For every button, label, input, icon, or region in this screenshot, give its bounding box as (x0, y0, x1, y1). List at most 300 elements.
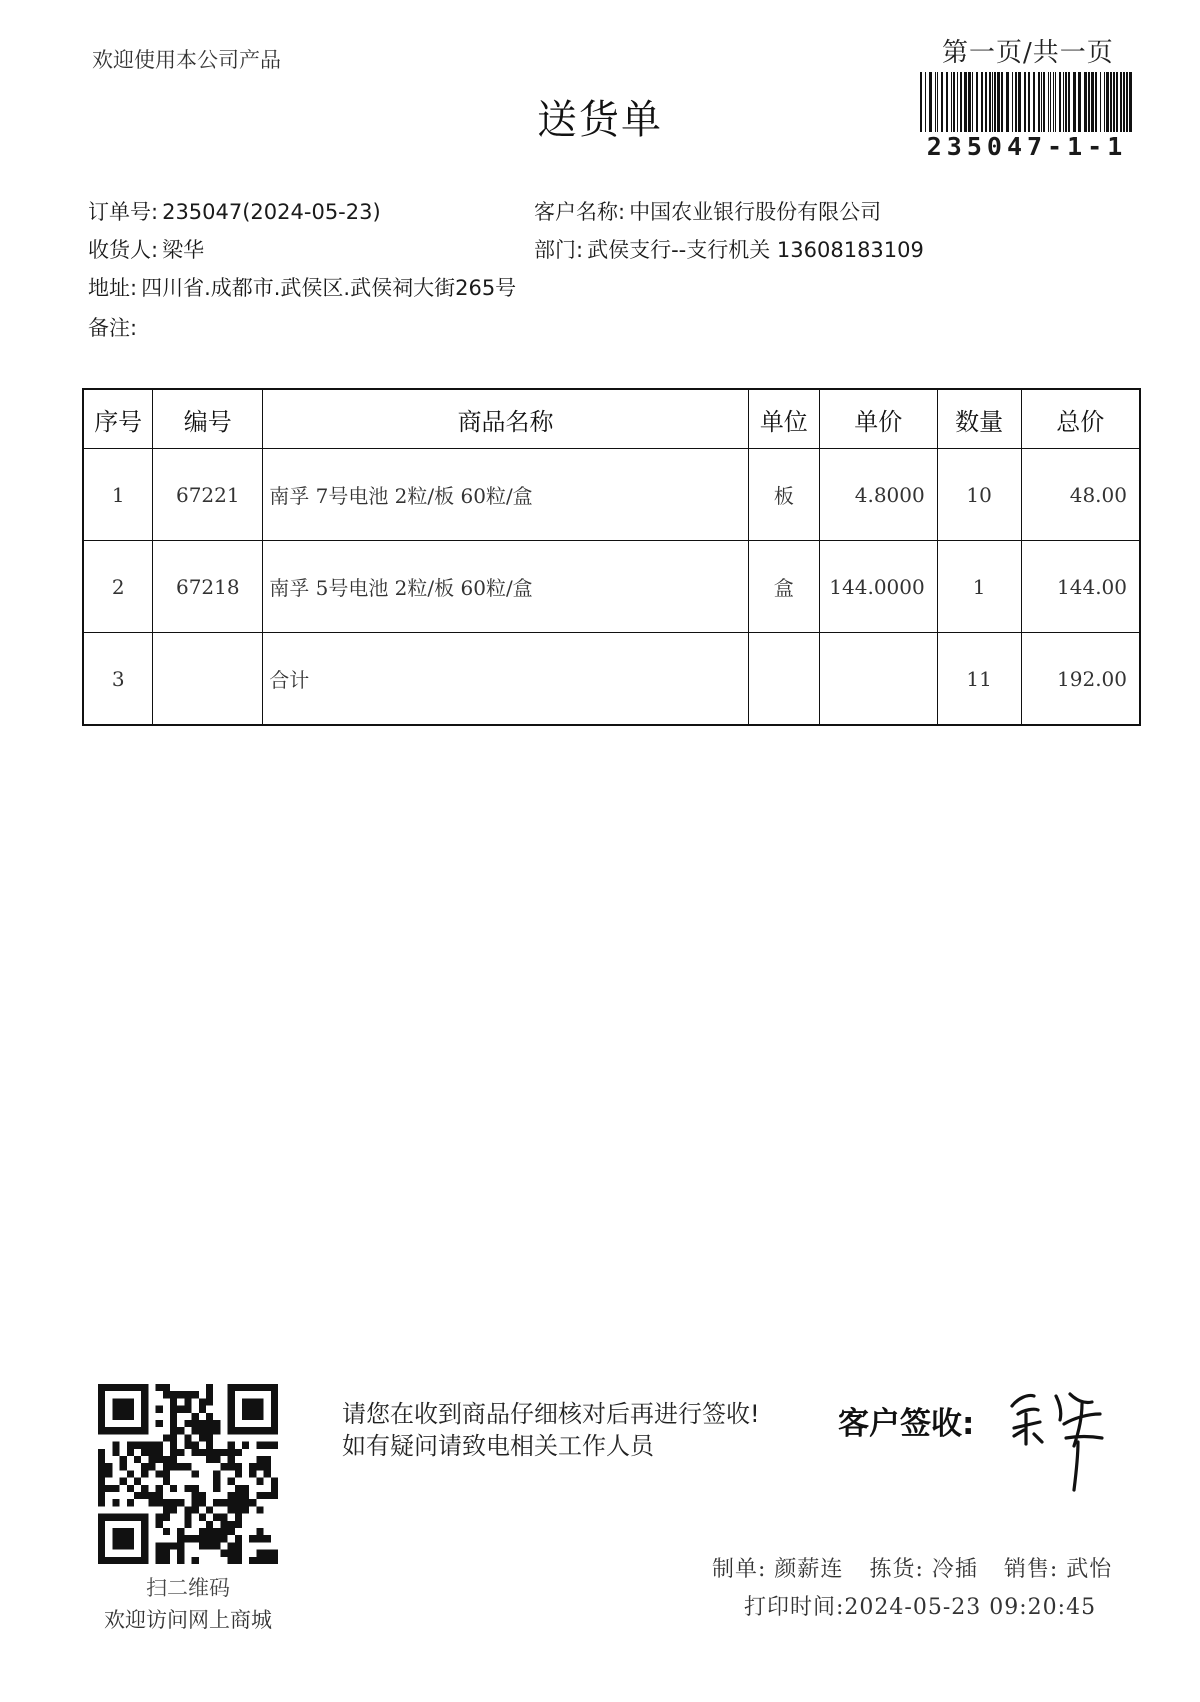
barcode-bar (1041, 72, 1042, 132)
qr-module (127, 1427, 134, 1434)
qr-module (156, 1550, 163, 1557)
qr-module (156, 1456, 163, 1463)
qr-module (192, 1420, 199, 1427)
qr-module (220, 1535, 227, 1542)
qr-module (213, 1499, 220, 1506)
qr-module (163, 1550, 170, 1557)
customer-sign-label: 客户签收: (838, 1406, 975, 1442)
qr-module (228, 1398, 235, 1405)
qr-module (228, 1521, 235, 1528)
qr-module (184, 1535, 191, 1542)
cell-unit: 盒 (748, 541, 819, 633)
qr-module (156, 1470, 163, 1477)
qr-module (134, 1456, 141, 1463)
qr-module (120, 1514, 127, 1521)
qr-module (206, 1420, 213, 1427)
qr-module (112, 1557, 119, 1564)
qr-module (199, 1499, 206, 1506)
receipt-notice: 请您在收到商品仔细核对后再进行签收!如有疑问请致电相关工作人员 (342, 1400, 760, 1460)
qr-module (256, 1550, 263, 1557)
barcode-bar (1110, 72, 1112, 132)
qr-module (120, 1427, 127, 1434)
qr-module (249, 1427, 256, 1434)
department-label: 部门: (534, 238, 584, 262)
qr-module (271, 1492, 278, 1499)
qr-module (170, 1542, 177, 1549)
barcode-bar (1078, 72, 1081, 132)
qr-module (235, 1384, 242, 1391)
qr-module (141, 1557, 148, 1564)
qr-module (192, 1499, 199, 1506)
customer-line (534, 196, 881, 226)
address-value: 四川省.成都市.武侯区.武侯祠大街265号 (141, 276, 517, 300)
qr-module (206, 1506, 213, 1513)
qr-module (148, 1463, 155, 1470)
barcode-bar (1028, 72, 1030, 132)
cell-price: 144.0000 (819, 541, 937, 633)
qr-module (264, 1535, 271, 1542)
cell-total: 144.00 (1021, 541, 1140, 633)
barcode-bar (994, 72, 996, 132)
department-value: 武侯支行--支行机关 13608183109 (587, 238, 924, 262)
qr-module (242, 1427, 249, 1434)
qr-module (242, 1492, 249, 1499)
qr-module (170, 1427, 177, 1434)
barcode-number: 235047-1-1 (926, 132, 1128, 161)
qr-module (98, 1463, 105, 1470)
qr-module (249, 1406, 256, 1413)
qr-module (249, 1470, 256, 1477)
barcode-bar (1100, 72, 1101, 132)
qr-module (127, 1535, 134, 1542)
column-header-name: 商品名称 (263, 389, 749, 449)
maker-value: 颜薪连 (774, 1557, 844, 1582)
barcode-bar (1050, 72, 1051, 132)
qr-module (256, 1442, 263, 1449)
qr-module (228, 1442, 235, 1449)
qr-module (120, 1535, 127, 1542)
qr-module (127, 1557, 134, 1564)
qr-module (163, 1470, 170, 1477)
qr-module (235, 1514, 242, 1521)
barcode-bar (929, 72, 932, 132)
qr-module (98, 1420, 105, 1427)
barcode-bar (1068, 72, 1070, 132)
qr-module (98, 1470, 105, 1477)
qr-module (163, 1456, 170, 1463)
qr-module (192, 1506, 199, 1513)
qr-module (98, 1492, 105, 1499)
qr-module (120, 1398, 127, 1405)
qr-module (242, 1499, 249, 1506)
qr-module (105, 1427, 112, 1434)
qr-module (120, 1463, 127, 1470)
qr-module (199, 1528, 206, 1535)
cell-code: 67221 (153, 449, 263, 541)
barcode-bar (964, 72, 967, 132)
qr-module (228, 1427, 235, 1434)
qr-module (256, 1398, 263, 1405)
qr-module (271, 1550, 278, 1557)
qr-module (134, 1514, 141, 1521)
qr-module (256, 1406, 263, 1413)
qr-module (98, 1514, 105, 1521)
qr-caption-scan: 扫二维码 (146, 1576, 230, 1600)
customer-value: 中国农业银行股份有限公司 (629, 200, 882, 224)
qr-module (228, 1391, 235, 1398)
qr-module (170, 1420, 177, 1427)
qr-module (141, 1449, 148, 1456)
qr-module (141, 1542, 148, 1549)
qr-module (134, 1557, 141, 1564)
qr-module (264, 1550, 271, 1557)
barcode-bar (1033, 72, 1035, 132)
qr-module (163, 1384, 170, 1391)
qr-module (213, 1470, 220, 1477)
qr-module (235, 1499, 242, 1506)
qr-module (148, 1456, 155, 1463)
qr-module (256, 1528, 263, 1535)
goods-table (82, 388, 1141, 726)
qr-module (141, 1442, 148, 1449)
qr-module (264, 1442, 271, 1449)
qr-module (264, 1463, 271, 1470)
qr-module (112, 1542, 119, 1549)
qr-module (105, 1470, 112, 1477)
qr-module (120, 1456, 127, 1463)
qr-module (98, 1413, 105, 1420)
qr-module (249, 1398, 256, 1405)
qr-module (213, 1535, 220, 1542)
qr-module (235, 1463, 242, 1470)
barcode-bar (1038, 72, 1040, 132)
qr-module (156, 1406, 163, 1413)
print-time-line (744, 1590, 1096, 1621)
qr-module (177, 1463, 184, 1470)
qr-module (112, 1398, 119, 1405)
qr-module (213, 1542, 220, 1549)
qr-module (264, 1557, 271, 1564)
qr-module (105, 1384, 112, 1391)
qr-module (170, 1413, 177, 1420)
qr-module (127, 1542, 134, 1549)
qr-module (192, 1492, 199, 1499)
table-row (83, 449, 1140, 541)
qr-module (184, 1391, 191, 1398)
remark-line (88, 312, 141, 342)
column-header-total: 总价 (1021, 389, 1140, 449)
qr-module (213, 1427, 220, 1434)
cell-unit: 板 (748, 449, 819, 541)
qr-module (235, 1521, 242, 1528)
sales-value: 武怡 (1066, 1557, 1113, 1582)
qr-module (184, 1398, 191, 1405)
qr-module (184, 1485, 191, 1492)
qr-module (170, 1442, 177, 1449)
qr-module (112, 1442, 119, 1449)
barcode-bar (953, 72, 955, 132)
customer-label: 客户名称: (534, 200, 626, 224)
qr-module (213, 1485, 220, 1492)
qr-module (141, 1420, 148, 1427)
qr-module (228, 1492, 235, 1499)
qr-module (228, 1420, 235, 1427)
qr-module (156, 1499, 163, 1506)
picker-value: 冷插 (931, 1557, 978, 1582)
qr-module (170, 1391, 177, 1398)
barcode-bar (1055, 72, 1056, 132)
qr-module (127, 1499, 134, 1506)
qr-module (206, 1391, 213, 1398)
qr-module (156, 1420, 163, 1427)
qr-module (98, 1485, 105, 1492)
barcode-bar (1063, 72, 1064, 132)
qr-module (213, 1478, 220, 1485)
qr-module (98, 1384, 105, 1391)
qr-module (206, 1434, 213, 1441)
qr-module (156, 1521, 163, 1528)
qr-module (256, 1478, 263, 1485)
qr-module (249, 1384, 256, 1391)
barcode-bar (1043, 72, 1045, 132)
sales-label: 销售: (1003, 1557, 1059, 1582)
qr-module (112, 1427, 119, 1434)
qr-module (148, 1449, 155, 1456)
qr-code-image (98, 1384, 278, 1564)
qr-module (120, 1528, 127, 1535)
barcode-bar (981, 72, 983, 132)
qr-module (112, 1535, 119, 1542)
document-title: 送货单 (537, 97, 663, 143)
qr-module (199, 1535, 206, 1542)
order-number-value: 235047(2024-05-23) (162, 200, 381, 224)
cell-unit (748, 633, 819, 726)
qr-module (170, 1463, 177, 1470)
qr-module (170, 1434, 177, 1441)
qr-module (235, 1535, 242, 1542)
barcode-bar (935, 72, 936, 132)
qr-module (199, 1434, 206, 1441)
cell-seq: 1 (83, 449, 153, 541)
qr-module (112, 1528, 119, 1535)
barcode-bar (920, 72, 922, 132)
qr-module (156, 1384, 163, 1391)
qr-module (256, 1413, 263, 1420)
qr-module (220, 1521, 227, 1528)
qr-module (256, 1463, 263, 1470)
qr-module (177, 1391, 184, 1398)
qr-module (177, 1557, 184, 1564)
cell-price (819, 633, 937, 726)
qr-module (228, 1456, 235, 1463)
qr-module (134, 1478, 141, 1485)
qr-module (206, 1456, 213, 1463)
qr-module (177, 1449, 184, 1456)
qr-module (177, 1535, 184, 1542)
qr-module (256, 1384, 263, 1391)
barcode-bar (1084, 72, 1087, 132)
qr-module (199, 1542, 206, 1549)
qr-module (235, 1449, 242, 1456)
cell-total: 48.00 (1021, 449, 1140, 541)
qr-module (235, 1542, 242, 1549)
qr-module (141, 1521, 148, 1528)
qr-module (163, 1506, 170, 1513)
qr-module (170, 1449, 177, 1456)
qr-module (177, 1550, 184, 1557)
qr-module (98, 1391, 105, 1398)
print-time-value: 2024-05-23 09:20:45 (844, 1595, 1097, 1620)
qr-module (228, 1550, 235, 1557)
qr-module (148, 1499, 155, 1506)
qr-module (184, 1442, 191, 1449)
qr-module (235, 1550, 242, 1557)
cell-qty: 10 (937, 449, 1021, 541)
qr-module (170, 1506, 177, 1513)
qr-module (242, 1413, 249, 1420)
qr-module (228, 1449, 235, 1456)
qr-module (184, 1506, 191, 1513)
qr-module (264, 1470, 271, 1477)
qr-module (199, 1449, 206, 1456)
qr-module (105, 1514, 112, 1521)
qr-module (163, 1557, 170, 1564)
qr-module (192, 1427, 199, 1434)
cell-price: 4.8000 (819, 449, 937, 541)
order-number-line (88, 196, 381, 226)
order-number-label: 订单号: (88, 200, 159, 224)
qr-module (156, 1492, 163, 1499)
qr-module (98, 1427, 105, 1434)
qr-module (141, 1470, 148, 1477)
qr-module (242, 1406, 249, 1413)
qr-module (206, 1398, 213, 1405)
qr-module (141, 1427, 148, 1434)
qr-module (220, 1463, 227, 1470)
qr-module (271, 1557, 278, 1564)
address-line (88, 272, 516, 302)
qr-module (112, 1449, 119, 1456)
barcode-bar (1088, 72, 1090, 132)
barcode-bar (968, 72, 971, 132)
qr-module (163, 1391, 170, 1398)
qr-module (127, 1442, 134, 1449)
qr-module (148, 1442, 155, 1449)
qr-module (220, 1499, 227, 1506)
qr-module (271, 1398, 278, 1405)
barcode-bar (1126, 72, 1128, 132)
barcode-bar (1129, 72, 1132, 132)
qr-module (271, 1413, 278, 1420)
qr-module (163, 1542, 170, 1549)
qr-module (120, 1557, 127, 1564)
qr-module (264, 1384, 271, 1391)
cell-qty: 1 (937, 541, 1021, 633)
qr-module (206, 1442, 213, 1449)
qr-module (235, 1557, 242, 1564)
qr-module (127, 1413, 134, 1420)
barcode-image (918, 72, 1136, 132)
barcode-bar (957, 72, 958, 132)
qr-module (98, 1456, 105, 1463)
barcode-bar (1065, 72, 1067, 132)
barcode-bar (1059, 72, 1061, 132)
qr-module (184, 1463, 191, 1470)
qr-module (242, 1506, 249, 1513)
cell-code (153, 633, 263, 726)
qr-module (98, 1478, 105, 1485)
qr-module (264, 1456, 271, 1463)
cell-name: 南孚 7号电池 2粒/板 60粒/盒 (263, 449, 749, 541)
cell-total: 192.00 (1021, 633, 1140, 726)
barcode-bar (1091, 72, 1094, 132)
qr-module (271, 1485, 278, 1492)
cell-code: 67218 (153, 541, 263, 633)
qr-module (199, 1492, 206, 1499)
qr-module (242, 1384, 249, 1391)
qr-module (199, 1420, 206, 1427)
qr-module (163, 1528, 170, 1535)
qr-module (184, 1521, 191, 1528)
qr-module (249, 1535, 256, 1542)
qr-module (199, 1427, 206, 1434)
barcode-bar (1006, 72, 1009, 132)
qr-module (163, 1478, 170, 1485)
qr-module (141, 1485, 148, 1492)
qr-module (206, 1384, 213, 1391)
qr-module (163, 1499, 170, 1506)
qr-module (127, 1449, 134, 1456)
picker-label: 拣货: (869, 1557, 924, 1582)
qr-module (112, 1384, 119, 1391)
qr-module (271, 1442, 278, 1449)
qr-module (192, 1413, 199, 1420)
barcode-bar (1024, 72, 1026, 132)
qr-module (192, 1557, 199, 1564)
qr-module (213, 1514, 220, 1521)
qr-module (184, 1406, 191, 1413)
qr-module (213, 1456, 220, 1463)
receiver-label: 收货人: (88, 238, 159, 262)
qr-module (98, 1406, 105, 1413)
qr-module (141, 1384, 148, 1391)
barcode-bar (1001, 72, 1003, 132)
qr-module (127, 1514, 134, 1521)
qr-module (206, 1528, 213, 1535)
qr-module (235, 1470, 242, 1477)
qr-module (112, 1485, 119, 1492)
qr-module (242, 1485, 249, 1492)
qr-module (206, 1535, 213, 1542)
qr-module (112, 1413, 119, 1420)
qr-module (271, 1406, 278, 1413)
barcode-bar (1018, 72, 1021, 132)
qr-module (105, 1463, 112, 1470)
barcode-bar (1048, 72, 1049, 132)
barcode-bar (941, 72, 943, 132)
qr-module (98, 1449, 105, 1456)
qr-module (170, 1398, 177, 1405)
qr-module (235, 1506, 242, 1513)
qr-module (105, 1557, 112, 1564)
qr-module (170, 1456, 177, 1463)
column-header-code: 编号 (153, 389, 263, 449)
qr-module (228, 1384, 235, 1391)
column-header-unit: 单位 (748, 389, 819, 449)
qr-module (256, 1456, 263, 1463)
column-header-seq: 序号 (83, 389, 153, 449)
qr-module (256, 1506, 263, 1513)
